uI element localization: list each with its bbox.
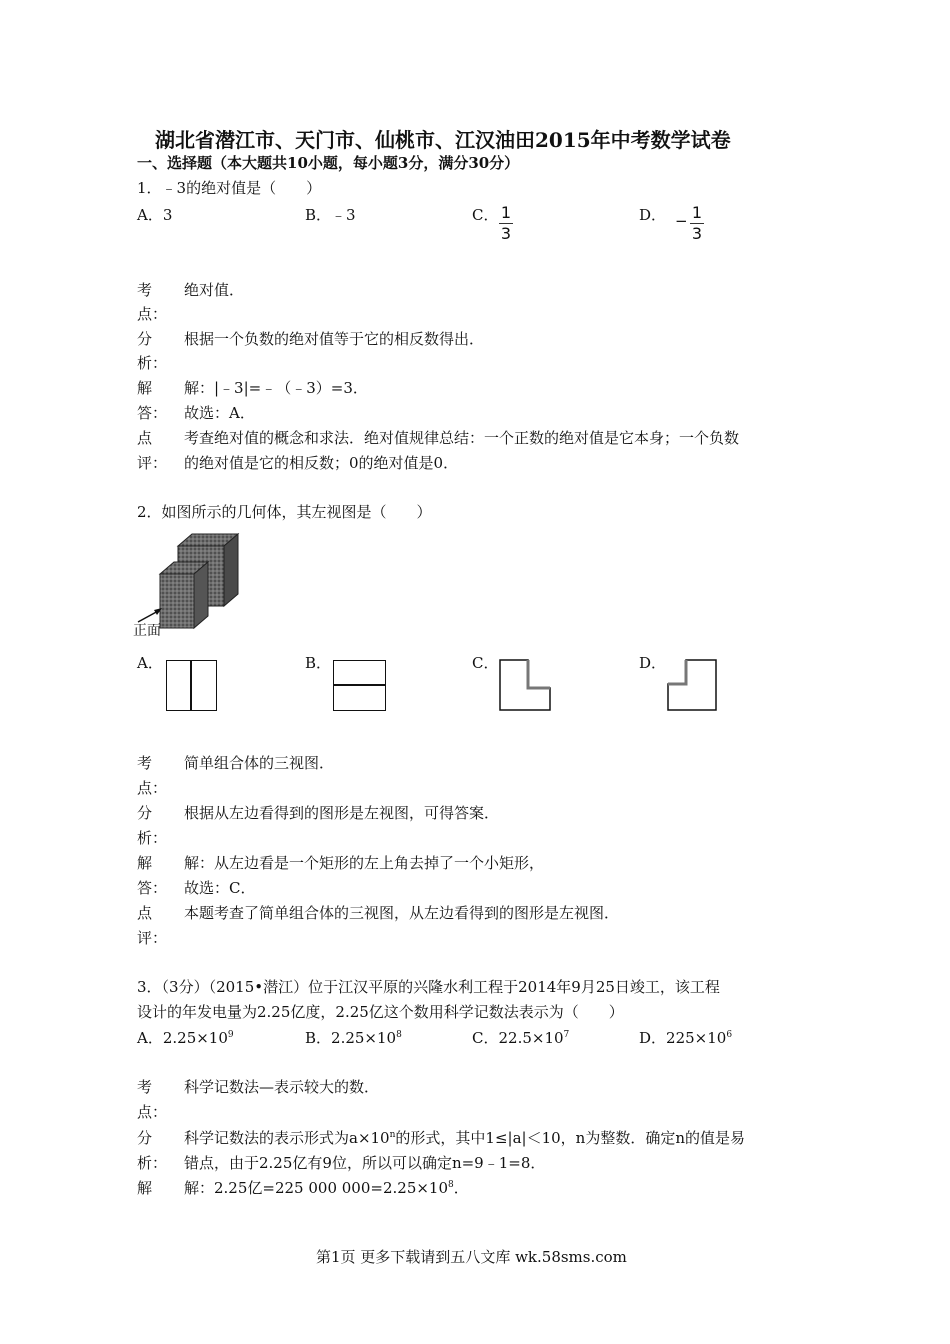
- q2-cm-label-2: 评：: [137, 929, 168, 947]
- q2-option-a: A．: [137, 654, 163, 672]
- fraction-numerator: 1: [691, 203, 703, 222]
- q2-option-c-figure: [498, 658, 554, 713]
- q1-solution-line-1: 解：|﹣3|=﹣（﹣3）=3．: [184, 379, 368, 397]
- q1-option-b: B．﹣3: [305, 206, 356, 224]
- q3-stem-line-1: 3．（3分）（2015•潜江）位于江汉平原的兴隆水利工程于2014年9月25日竣工，该工程: [137, 978, 720, 996]
- q2-option-b: B．: [305, 654, 332, 672]
- q1-knowledge-point: 绝对值．: [184, 281, 245, 299]
- q3-option-a: A．$2.25\times 10^9$: [137, 1029, 234, 1047]
- q1-an-label-2: 析：: [137, 354, 168, 372]
- q2-sol-label-1: 解: [137, 854, 153, 872]
- q2-sol-label-2: 答：: [137, 879, 168, 897]
- q1-comment-line-2: 的绝对值是它的相反数；0的绝对值是0．: [184, 454, 459, 472]
- page-footer: 第1页 更多下载请到五八文库 wk.58sms.com: [316, 1248, 627, 1266]
- q3-an-label-1: 分: [137, 1129, 153, 1147]
- q3-stem-line-2: 设计的年发电量为2.25亿度，2.25亿这个数用科学记数法表示为（ ）: [137, 1003, 624, 1021]
- q1-kp-label-1: 考: [137, 281, 153, 299]
- q1-option-d-sign: −: [675, 212, 688, 230]
- q2-an-label-1: 分: [137, 804, 153, 822]
- q3-sol-label: 解: [137, 1179, 153, 1197]
- q1-option-d: D．: [639, 206, 667, 224]
- q3-kp-label-1: 考: [137, 1078, 153, 1096]
- q2-an-label-2: 析：: [137, 829, 168, 847]
- q2-stem: 2．如图所示的几何体，其左视图是（ ）: [137, 503, 432, 521]
- q1-sol-label-1: 解: [137, 379, 153, 397]
- q2-option-c: C．: [472, 654, 499, 672]
- q1-an-label-1: 分: [137, 330, 153, 348]
- q3-knowledge-point: 科学记数法—表示较大的数．: [184, 1078, 380, 1096]
- q3-solution: 解：2.25亿=225 000 $000=2.25\times 10^8$．: [184, 1179, 469, 1197]
- q3-analysis-line-2: 错点，由于2.25亿有9位，所以可以确定n=9﹣1=8．: [184, 1154, 546, 1172]
- q3-option-c: C．$22.5\times 10^7$: [472, 1029, 570, 1047]
- q1-stem: 1．﹣3的绝对值是（ ）: [137, 179, 322, 197]
- q3-option-d: D．$225\times 10^6$: [639, 1029, 733, 1047]
- q2-cm-label-1: 点: [137, 904, 153, 922]
- q2-analysis: 根据从左边看得到的图形是左视图，可得答案．: [184, 804, 500, 822]
- q3-option-b: B．$2.25\times 10^8$: [305, 1029, 402, 1047]
- section-heading: 一、选择题（本大题共10小题，每小题3分，满分30分）: [137, 154, 520, 172]
- q2-kp-label-1: 考: [137, 754, 153, 772]
- q2-option-d-figure: [666, 658, 720, 713]
- q1-sol-label-2: 答：: [137, 404, 168, 422]
- q2-option-a-figure: [166, 660, 217, 711]
- figure-front-label: 正面: [133, 623, 161, 639]
- q2-knowledge-point: 简单组合体的三视图．: [184, 754, 335, 772]
- q1-option-d-fraction: [690, 204, 704, 243]
- q2-kp-label-2: 点：: [137, 779, 168, 797]
- q1-solution-line-2: 故选：A．: [184, 404, 255, 422]
- fraction-numerator: 1: [500, 203, 512, 222]
- q3-an-label-2: 析：: [137, 1154, 168, 1172]
- q1-option-c-fraction: [499, 204, 513, 243]
- q1-kp-label-2: 点：: [137, 305, 168, 323]
- q1-option-a: A．3: [137, 206, 173, 224]
- fraction-denominator: 3: [691, 224, 703, 243]
- q3-kp-label-2: 点：: [137, 1103, 168, 1121]
- q1-cm-label-2: 评：: [137, 454, 168, 472]
- q1-option-c: C．: [472, 206, 499, 224]
- q1-comment-line-1: 考查绝对值的概念和求法．绝对值规律总结：一个正数的绝对值是它本身；一个负数: [184, 429, 740, 447]
- fraction-denominator: 3: [500, 224, 512, 243]
- q1-analysis: 根据一个负数的绝对值等于它的相反数得出．: [184, 330, 485, 348]
- q2-option-b-figure: [333, 660, 386, 711]
- q2-comment: 本题考查了简单组合体的三视图，从左边看得到的图形是左视图．: [184, 904, 620, 922]
- q1-cm-label-1: 点: [137, 429, 153, 447]
- q2-solution-line-2: 故选：C．: [184, 879, 256, 897]
- q3-analysis-line-1: 科学记数法的表示形式为$a\times 10^n$的形式，其中1≤|a|＜10，n为整数．确定n的值是易: [184, 1129, 745, 1147]
- q2-option-d: D．: [639, 654, 667, 672]
- page-title: 湖北省潜江市、天门市、仙桃市、江汉油田2015年中考数学试卷: [155, 128, 731, 152]
- q2-solution-line-1: 解：从左边看是一个矩形的左上角去掉了一个小矩形，: [184, 854, 545, 872]
